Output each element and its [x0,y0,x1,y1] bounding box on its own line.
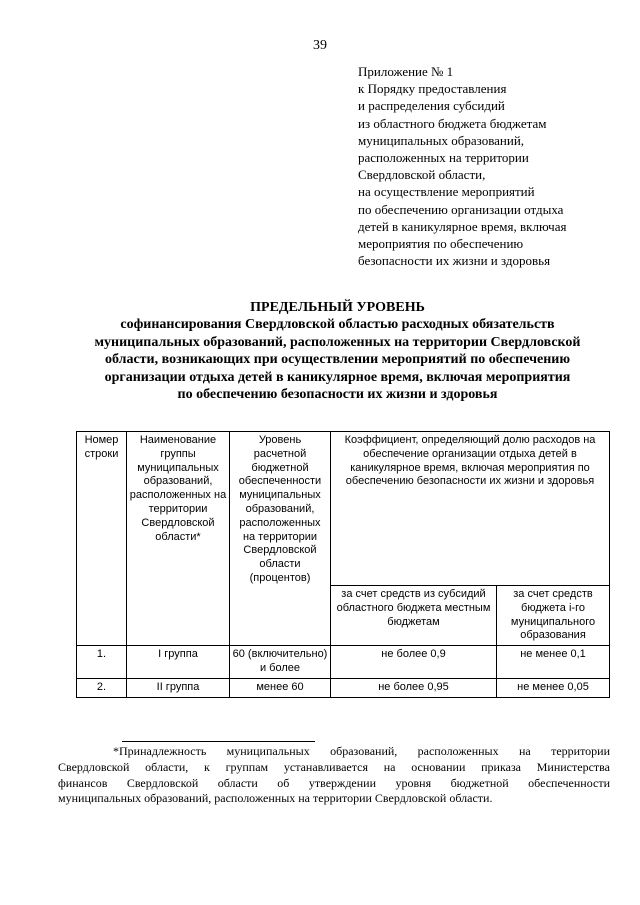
cell-num: 1. [77,646,127,679]
header-coefficient: Коэффициент, определяющий долю расходов на обеспечение организации отдыха детей в каникулярное время, включая мероприятия по обеспечению безопасности их жизни и здоровья [331,432,610,586]
appendix-line: к Порядку предоставления [358,81,507,97]
cell-regional: не более 0,95 [331,678,497,697]
footnote-line: муниципальных образований, расположенных на территории Свердловской области. [58,791,493,806]
cofinancing-table [76,431,610,698]
header-level: Уровень расчетной бюджетной обеспеченности муниципальных образований, расположенных на территории Свердловской области (процентов) [230,432,331,646]
title-line: ПРЕДЕЛЬНЫЙ УРОВЕНЬ [250,300,425,315]
document-title [60,299,615,403]
title-line: по обеспечению безопасности их жизни и здоровья [177,387,498,403]
appendix-header [358,63,628,269]
header-sub-regional: за счет средств из субсидий областного бюджета местным бюджетам [331,586,497,646]
appendix-line: Свердловской области, [358,167,486,183]
cell-local: не менее 0,05 [497,678,610,697]
header-row-number: Номер строки [77,432,127,646]
cell-local: не менее 0,1 [497,646,610,679]
footnote-line: финансов Свердловской области об утверждении уровня бюджетной обеспеченности [58,775,610,790]
appendix-line: из областного бюджета бюджетам [358,115,547,131]
footnote-separator [122,741,315,742]
title-line: области, возникающих при осуществлении мероприятий по обеспечению [104,352,571,368]
footnote-line: *Принадлежность муниципальных образований, расположенных на территории [113,744,610,758]
title-line: софинансирования Свердловской областью расходных обязательств [120,317,555,333]
header-group-name: Наименование группы муниципальных образований, расположенных на территории Свердловской области* [127,432,230,646]
appendix-line: детей в каникулярное время, включая [358,218,567,234]
title-line: организации отдыха детей в каникулярное время, включая мероприятия [104,369,571,385]
cell-group: II группа [127,678,230,697]
appendix-line: Приложение № 1 [358,64,454,79]
appendix-line: мероприятия по обеспечению [358,236,524,252]
cell-regional: не более 0,9 [331,646,497,679]
table-row [77,646,610,679]
page-number: 39 [313,38,327,53]
appendix-line: муниципальных образований, [358,132,525,148]
appendix-line: на осуществление мероприятий [358,184,535,200]
cell-num: 2. [77,678,127,697]
appendix-line: расположенных на территории [358,150,529,166]
appendix-line: по обеспечению организации отдыха [358,201,564,217]
footnote-line: Свердловской области, к группам устанавливается на основании приказа Министерства [58,759,610,774]
cell-level: 60 (включительно) и более [230,646,331,679]
cell-group: I группа [127,646,230,679]
footnote [58,744,610,807]
table-row [77,678,610,697]
table-header-row [77,432,610,586]
cell-level: менее 60 [230,678,331,697]
header-sub-local: за счет средств бюджета i-го муниципального образования [497,586,610,646]
title-line: муниципальных образований, расположенных на территории Свердловской [94,334,581,350]
appendix-line: и распределения субсидий [358,98,505,114]
appendix-line: безопасности их жизни и здоровья [358,253,551,269]
